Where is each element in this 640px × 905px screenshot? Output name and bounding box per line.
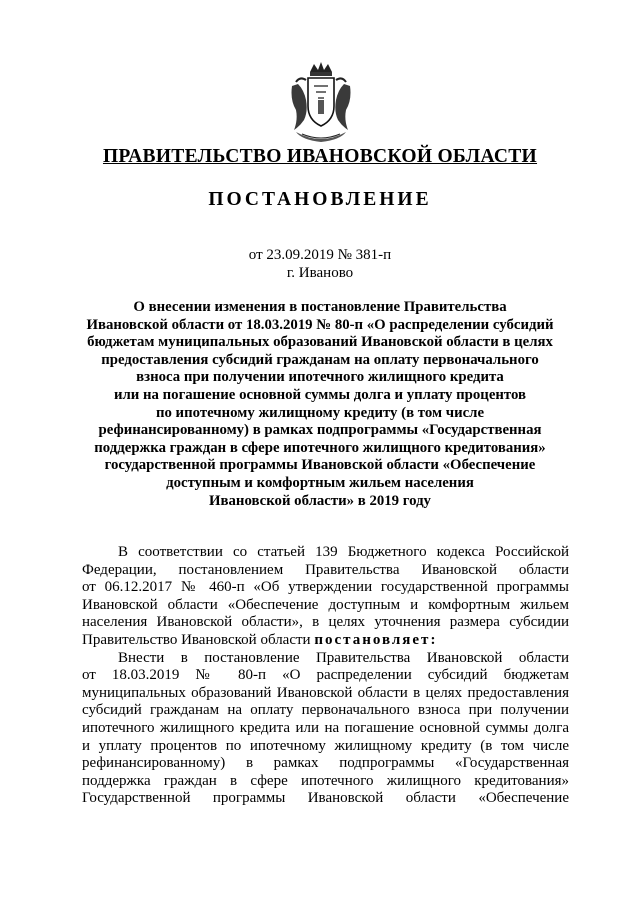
resolution-keyword: постановляет [314,631,431,648]
title-line: предоставления субсидий гражданам на оплату первоначального [101,351,539,368]
body-line: субсидий гражданам на оплату первоначального взноса при получении [82,702,569,719]
title-line: поддержка граждан в сфере ипотечного жилищного кредитования» [94,439,546,456]
title-line: взноса при получении ипотечного жилищного кредита [136,369,504,386]
document-title [60,299,580,510]
body-line: от 06.12.2017 № 460-п «Об утверждении государственной программы [82,579,569,596]
document-date-number: от 23.09.2019 № 381-п [248,247,392,263]
body-line: Ивановской области «Обеспечение доступным и комфортным жильем [82,596,569,613]
body-line-final [82,632,569,650]
government-name: ПРАВИТЕЛЬСТВО ИВАНОВСКОЙ ОБЛАСТИ [102,146,538,167]
body-line: В соответствии со статьей 139 Бюджетного кодекса Российской [118,544,569,560]
body-line: муниципальных образований Ивановской области в целях предоставления [82,684,569,701]
title-line: О внесении изменения в постановление Правительства [133,299,507,315]
title-line: Ивановской области» в 2019 году [209,492,431,509]
document-city: г. Иваново [286,265,354,281]
title-line: по ипотечному жилищному кредиту (в том числе [155,404,485,421]
body-line: рефинансированному) в рамках подпрограммы «Государственная [82,755,569,772]
document-body [82,544,569,808]
title-line: Ивановской области от 18.03.2019 № 80-п «О распределении субсидий [86,316,554,333]
body-line: Государственной программы Ивановской области «Обеспечение [82,790,569,807]
coat-of-arms-emblem [288,60,354,146]
document-type: ПОСТАНОВЛЕНИЕ [208,189,432,210]
body-line: от 18.03.2019 № 80-п «О распределении субсидий бюджетам [82,667,569,684]
title-line: государственной программы Ивановской области «Обеспечение [104,457,536,474]
body-text: Правительство Ивановской области [82,631,315,648]
body-line: ипотечного жилищного кредита или на погашение основной суммы долга [82,719,569,736]
title-line: рефинансированному) в рамках подпрограммы «Государственная [98,422,542,439]
body-line: населения Ивановской области», в целях уточнения размера субсидии [82,614,569,631]
body-line: Внести в постановление Правительства Ивановской области [118,649,569,666]
title-line: бюджетам муниципальных образований Ивановской области в целях [87,334,553,351]
body-line: поддержка граждан в сфере ипотечного жилищного кредитования» [82,772,569,789]
resolution-colon: : [430,631,436,648]
body-line: Федерации, постановлением Правительства Ивановской области [82,561,569,578]
title-line: или на погашение основной суммы долга и уплату процентов [113,386,527,403]
body-line: и уплату процентов по ипотечному жилищному кредиту (в том числе [82,737,569,754]
title-line: доступным и комфортным жильем населения [166,474,474,491]
